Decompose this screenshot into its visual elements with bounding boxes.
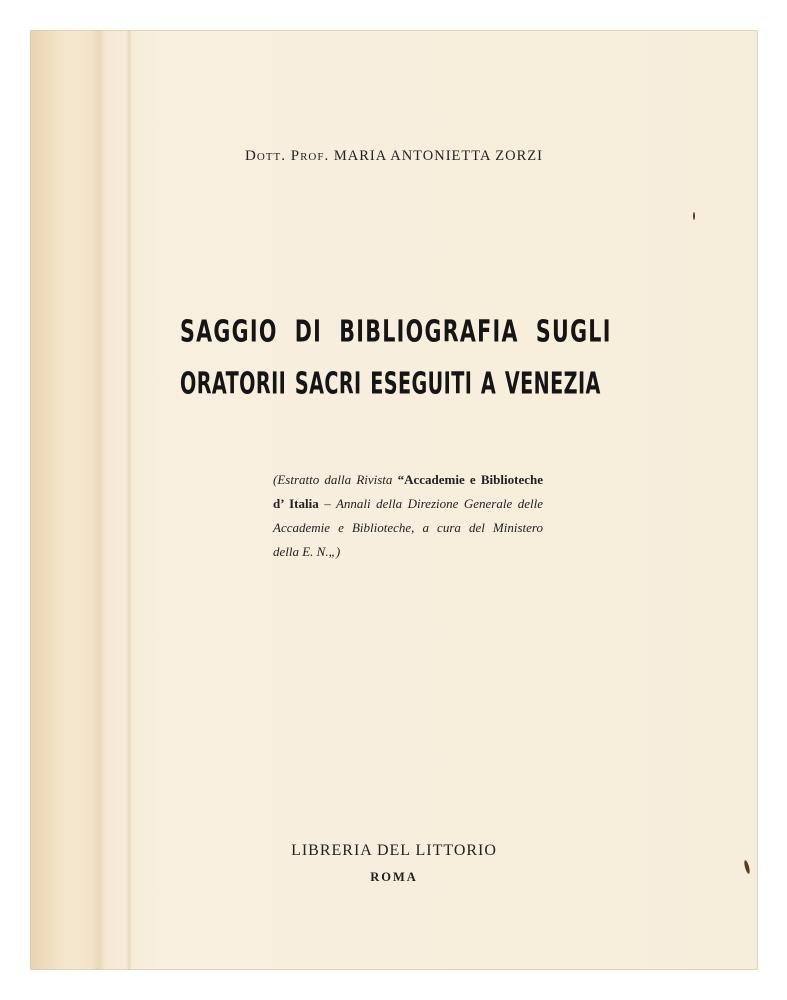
extract-intro: (Estratto dalla Rivista	[273, 472, 393, 487]
extract-journal: “Accademie e Biblioteche d’ Italia	[273, 472, 543, 511]
author-line	[30, 148, 758, 165]
book-page	[30, 30, 758, 970]
publisher-name: LIBRERIA DEL LITTORIO	[291, 842, 497, 859]
author-name: MARIA ANTONIETTA ZORZI	[333, 148, 543, 164]
extract-note	[273, 468, 543, 564]
title-line-2: ORATORII SACRI ESEGUITI A VENEZIA	[180, 366, 601, 401]
title-line-1: SAGGIO DI BIBLIOGRAFIA SUGLI	[180, 314, 612, 349]
page-edge-stain	[30, 30, 70, 970]
author-prefix: Dott. Prof.	[245, 148, 330, 164]
spine-crease	[92, 30, 106, 970]
ink-mark	[693, 212, 695, 220]
extract-details: – Annali della Direzione Generale delle Accademie e Biblioteche, a cura del Ministero della E. N.„)	[273, 496, 544, 559]
spine-crease-secondary	[126, 30, 132, 970]
publisher-city: ROMA	[370, 870, 418, 884]
